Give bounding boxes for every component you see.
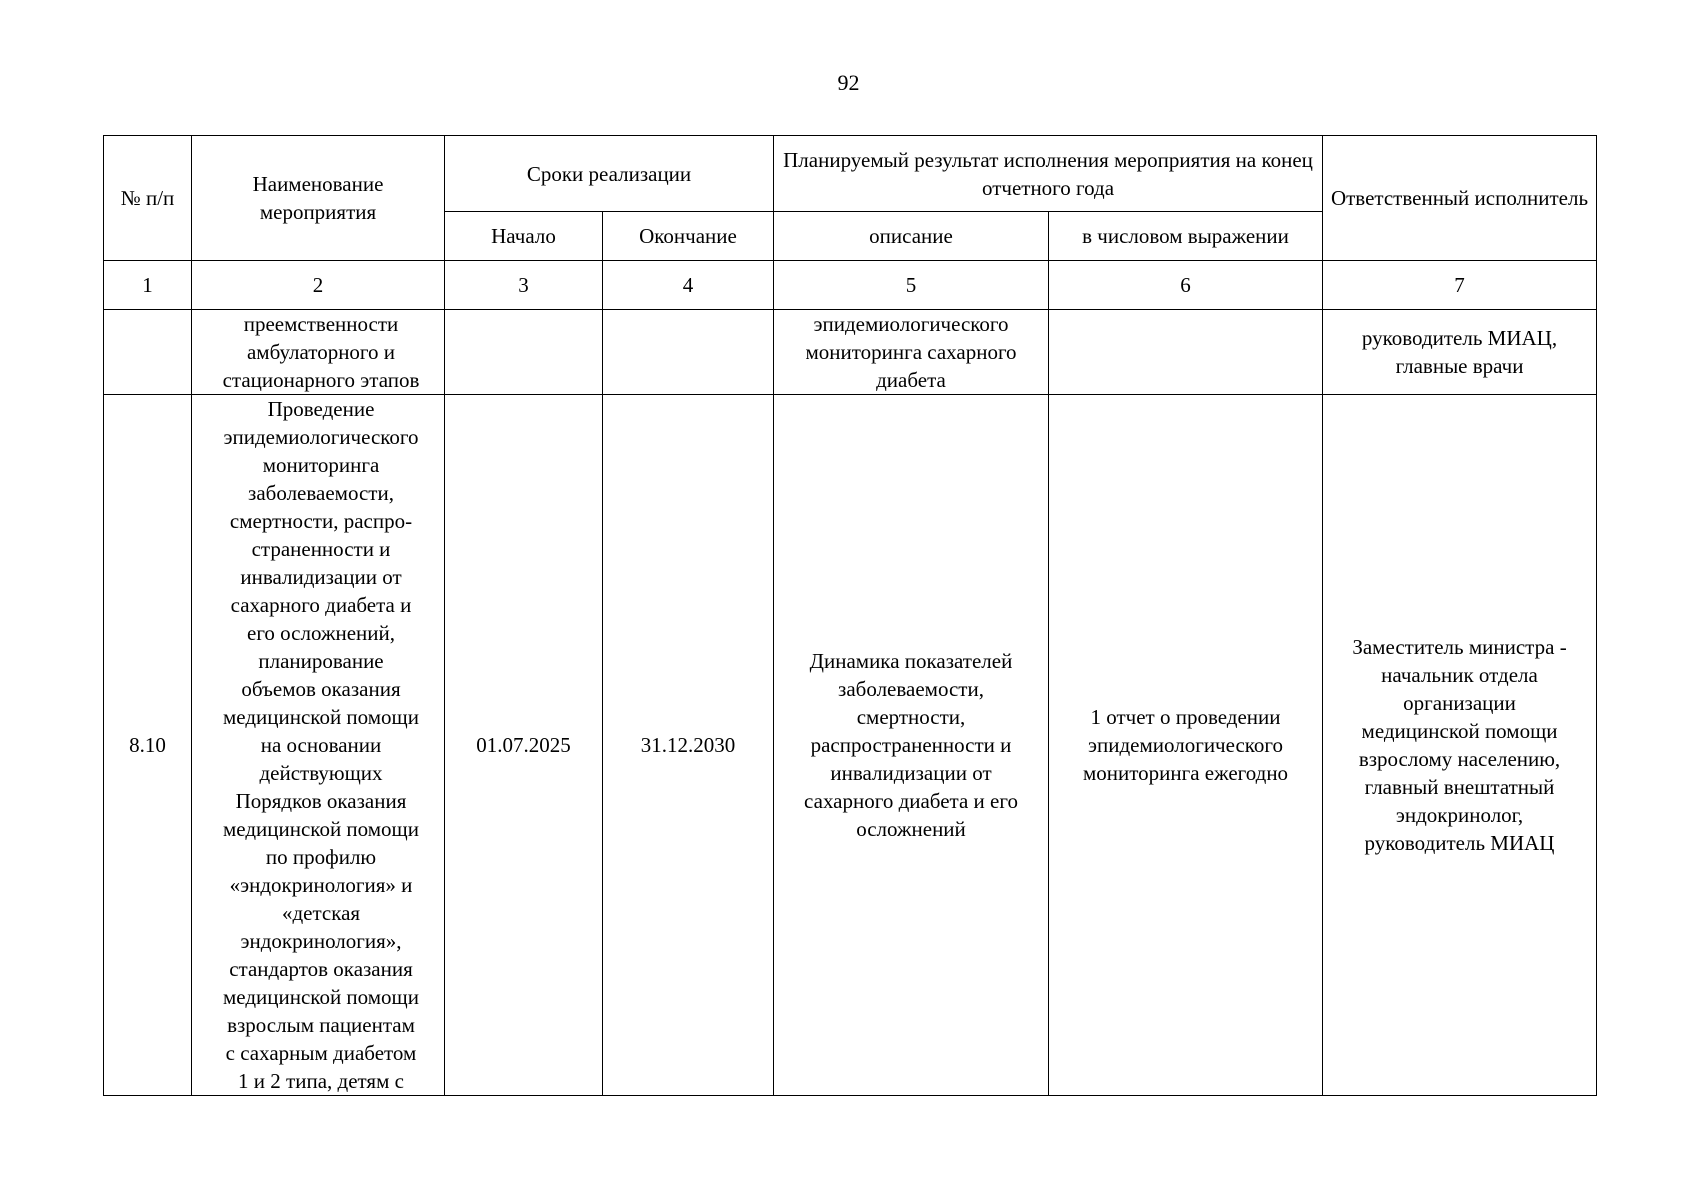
row-numeric: 1 отчет о проведении эпидемиологического мониторинга ежегодно <box>1049 395 1323 1096</box>
header-row <box>104 136 1597 212</box>
row-responsible: Заместитель министра - начальник отдела организации медицинской помощи взрослому населению, главный внештатный эндокринолог, руководитель МИАЦ <box>1323 395 1597 1096</box>
page-number: 92 <box>837 70 860 95</box>
header-result: Планируемый результат исполнения мероприятия на конец отчетного года <box>774 136 1323 212</box>
column-number: 5 <box>774 261 1049 310</box>
activities-table <box>103 135 1597 1096</box>
header-name: Наименование мероприятия <box>192 136 445 261</box>
table-row <box>104 310 1597 395</box>
row-responsible: руководитель МИАЦ, главные врачи <box>1323 310 1597 395</box>
header-terms: Сроки реализации <box>445 136 774 212</box>
row-end <box>603 310 774 395</box>
table-row <box>104 395 1597 1096</box>
column-number-row <box>104 261 1597 310</box>
row-name: Проведение эпидемиологического мониторинга заболеваемости, смертности, распро- страненности и инвалидизации от сахарного диабета и его осложнений, планирование объемов оказания медицинской помощи на основании действующих Порядков оказания медицинской помощи по профилю «эндокринология» и «детская эндокринология», стандартов оказания медицинской помощи взрослым пациентам с сахарным диабетом 1 и 2 типа, детям с <box>192 395 445 1096</box>
header-num: № п/п <box>104 136 192 261</box>
column-number: 6 <box>1049 261 1323 310</box>
row-name: преемственности амбулаторного и стационарного этапов <box>192 310 445 395</box>
row-end: 31.12.2030 <box>603 395 774 1096</box>
column-number: 2 <box>192 261 445 310</box>
header-responsible: Ответственный исполнитель <box>1323 136 1597 261</box>
row-start: 01.07.2025 <box>445 395 603 1096</box>
column-number: 1 <box>104 261 192 310</box>
row-description: эпидемиологического мониторинга сахарного диабета <box>774 310 1049 395</box>
column-number: 4 <box>603 261 774 310</box>
header-end: Окончание <box>603 212 774 261</box>
header-description: описание <box>774 212 1049 261</box>
column-number: 7 <box>1323 261 1597 310</box>
header-start: Начало <box>445 212 603 261</box>
row-num: 8.10 <box>104 395 192 1096</box>
row-start <box>445 310 603 395</box>
column-number: 3 <box>445 261 603 310</box>
row-numeric <box>1049 310 1323 395</box>
row-description: Динамика показателей заболеваемости, смертности, распространенности и инвалидизации от сахарного диабета и его осложнений <box>774 395 1049 1096</box>
header-numeric: в числовом выражении <box>1049 212 1323 261</box>
row-num <box>104 310 192 395</box>
